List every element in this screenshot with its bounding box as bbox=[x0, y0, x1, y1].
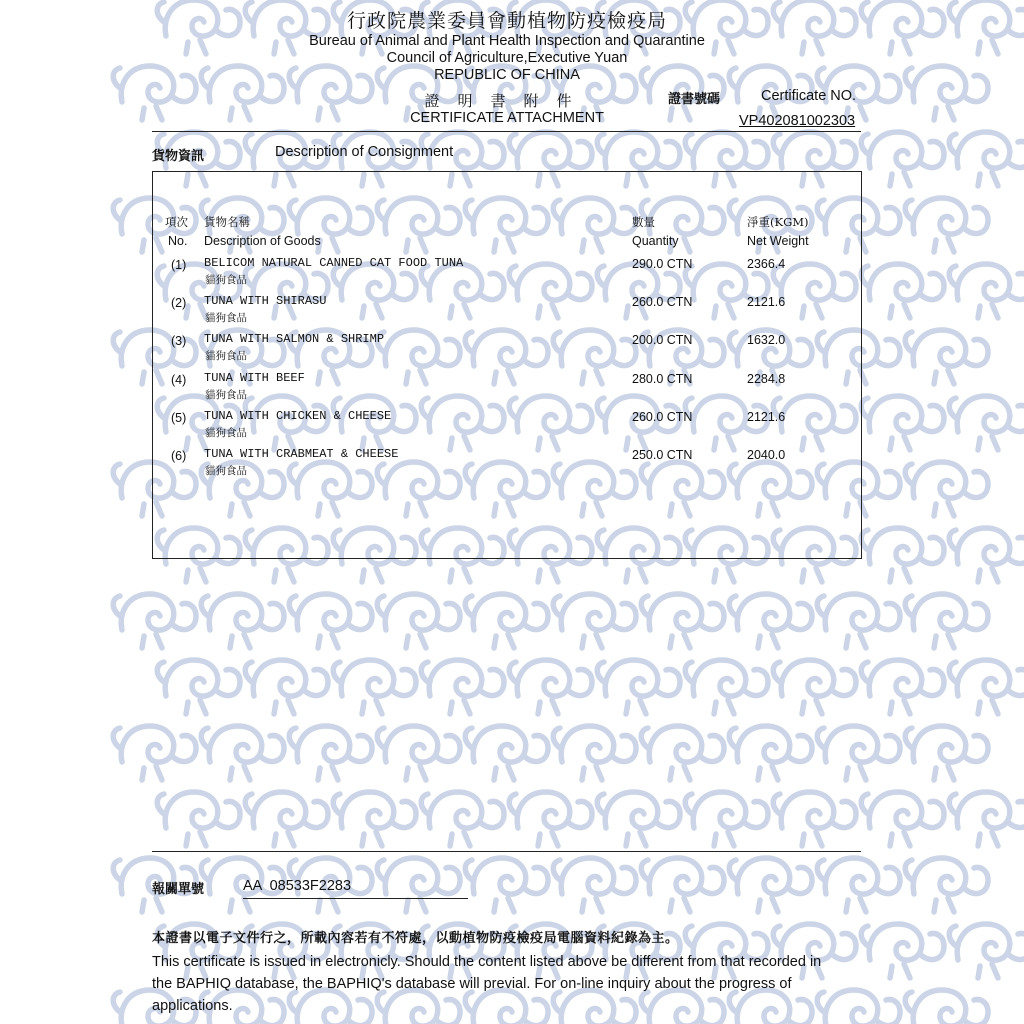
ram-horn-emblem-icon bbox=[465, 594, 548, 648]
row-quantity: 260.0 CTN bbox=[632, 295, 693, 309]
cert-no-label-zh: 證書號碼 bbox=[668, 92, 721, 107]
row-quantity: 280.0 CTN bbox=[632, 372, 693, 386]
col-no-zh: 項次 bbox=[165, 215, 188, 229]
ram-horn-emblem-icon bbox=[641, 726, 724, 780]
ram-horn-emblem-icon bbox=[817, 726, 900, 780]
row-no: (4) bbox=[171, 373, 187, 387]
ram-horn-emblem-icon bbox=[465, 726, 548, 780]
row-name-zh: 貓狗食品 bbox=[205, 427, 247, 439]
ram-horn-emblem-icon bbox=[949, 792, 1024, 846]
ram-horn-emblem-icon bbox=[157, 792, 240, 846]
ram-horn-emblem-icon bbox=[685, 660, 768, 714]
ram-horn-emblem-icon bbox=[905, 462, 988, 516]
row-name: TUNA WITH SHIRASU bbox=[204, 294, 327, 308]
declaration-no: AA 08533F2283 bbox=[243, 878, 352, 894]
table-row bbox=[153, 371, 861, 407]
ram-horn-emblem-icon bbox=[421, 792, 504, 846]
ram-horn-emblem-icon bbox=[553, 858, 636, 912]
col-desc-en: Description of Goods bbox=[204, 234, 321, 248]
ram-horn-emblem-icon bbox=[377, 858, 460, 912]
ram-horn-emblem-icon bbox=[157, 660, 240, 714]
ram-horn-emblem-icon bbox=[905, 726, 988, 780]
row-quantity: 200.0 CTN bbox=[632, 333, 693, 347]
row-name: TUNA WITH BEEF bbox=[204, 371, 305, 385]
ram-horn-emblem-icon bbox=[465, 990, 548, 1024]
row-quantity: 250.0 CTN bbox=[632, 448, 693, 462]
ram-horn-emblem-icon bbox=[377, 726, 460, 780]
row-net-weight: 2121.6 bbox=[747, 410, 786, 424]
agency-title-zh: 行政院農業委員會動植物防疫檢疫局 bbox=[346, 10, 667, 32]
ram-horn-emblem-icon bbox=[773, 792, 856, 846]
consignment-table bbox=[152, 171, 862, 559]
notice-zh: 本證書以電子文件行之，所載內容若有不符處，以動植物防疫檢疫局電腦資料紀錄為主。 bbox=[152, 931, 679, 946]
row-net-weight: 2284.8 bbox=[747, 372, 786, 386]
row-name-zh: 貓狗食品 bbox=[205, 465, 247, 477]
ram-horn-emblem-icon bbox=[861, 792, 944, 846]
row-no: (1) bbox=[171, 258, 187, 272]
ram-horn-emblem-icon bbox=[817, 858, 900, 912]
ram-horn-emblem-icon bbox=[729, 726, 812, 780]
table-row bbox=[153, 409, 861, 445]
ram-horn-emblem-icon bbox=[729, 594, 812, 648]
ram-horn-emblem-icon bbox=[949, 132, 1024, 186]
ram-horn-emblem-icon bbox=[333, 660, 416, 714]
ram-horn-emblem-icon bbox=[861, 396, 944, 450]
ram-horn-emblem-icon bbox=[509, 792, 592, 846]
ram-horn-emblem-icon bbox=[641, 594, 724, 648]
doc-title-zh: 證明書附件 bbox=[424, 92, 590, 110]
table-row bbox=[153, 256, 861, 292]
ram-horn-emblem-icon bbox=[861, 660, 944, 714]
row-name-zh: 貓狗食品 bbox=[205, 350, 247, 362]
col-weight-zh: 淨重(KGM) bbox=[747, 215, 809, 229]
ram-horn-emblem-icon bbox=[685, 792, 768, 846]
row-name-zh: 貓狗食品 bbox=[205, 274, 247, 286]
col-desc-zh: 貨物名稱 bbox=[204, 215, 250, 229]
header-divider bbox=[152, 131, 861, 132]
ram-horn-emblem-icon bbox=[641, 990, 724, 1024]
declaration-label-zh: 報關單號 bbox=[152, 882, 205, 897]
ram-horn-emblem-icon bbox=[289, 726, 372, 780]
ram-horn-emblem-icon bbox=[289, 990, 372, 1024]
ram-horn-emblem-icon bbox=[553, 594, 636, 648]
country-title-en: REPUBLIC OF CHINA bbox=[434, 67, 580, 83]
ram-horn-emblem-icon bbox=[201, 594, 284, 648]
col-qty-zh: 數量 bbox=[632, 215, 655, 229]
notice-en-line1: This certificate is issued in electronicly. Should the content listed above be different from that recorded in bbox=[152, 954, 822, 970]
col-qty-en: Quantity bbox=[632, 234, 679, 248]
table-row bbox=[153, 332, 861, 368]
table-row bbox=[153, 294, 861, 330]
row-net-weight: 2121.6 bbox=[747, 295, 786, 309]
table-row bbox=[153, 447, 861, 483]
ram-horn-emblem-icon bbox=[465, 858, 548, 912]
ram-horn-emblem-icon bbox=[861, 924, 944, 978]
ram-horn-emblem-icon bbox=[377, 594, 460, 648]
ram-horn-emblem-icon bbox=[553, 726, 636, 780]
col-no-en: No. bbox=[168, 234, 188, 248]
ram-horn-emblem-icon bbox=[509, 660, 592, 714]
row-quantity: 290.0 CTN bbox=[632, 257, 693, 271]
ram-horn-emblem-icon bbox=[729, 990, 812, 1024]
ram-horn-emblem-icon bbox=[201, 726, 284, 780]
ram-horn-emblem-icon bbox=[949, 924, 1024, 978]
ram-horn-emblem-icon bbox=[245, 792, 328, 846]
row-name: TUNA WITH CHICKEN & CHEESE bbox=[204, 409, 392, 423]
ram-horn-emblem-icon bbox=[377, 990, 460, 1024]
agency-title-en: Bureau of Animal and Plant Health Inspection and Quarantine bbox=[309, 33, 705, 49]
ram-horn-emblem-icon bbox=[597, 792, 680, 846]
ram-horn-emblem-icon bbox=[905, 990, 988, 1024]
ram-horn-emblem-icon bbox=[861, 132, 944, 186]
ram-horn-emblem-icon bbox=[817, 990, 900, 1024]
declaration-underline bbox=[243, 898, 468, 899]
ram-horn-emblem-icon bbox=[729, 858, 812, 912]
row-no: (5) bbox=[171, 411, 187, 425]
ram-horn-emblem-icon bbox=[597, 660, 680, 714]
consignment-label-en: Description of Consignment bbox=[275, 144, 454, 160]
cert-no-value: VP402081002303 bbox=[739, 113, 856, 129]
ram-horn-emblem-icon bbox=[553, 990, 636, 1024]
ram-horn-emblem-icon bbox=[949, 396, 1024, 450]
row-net-weight: 2040.0 bbox=[747, 448, 786, 462]
ram-horn-emblem-icon bbox=[861, 528, 944, 582]
row-net-weight: 1632.0 bbox=[747, 333, 786, 347]
ram-horn-emblem-icon bbox=[817, 594, 900, 648]
ram-horn-emblem-icon bbox=[949, 528, 1024, 582]
ram-horn-emblem-icon bbox=[905, 330, 988, 384]
row-name: BELICOM NATURAL CANNED CAT FOOD TUNA bbox=[204, 256, 464, 270]
ram-horn-emblem-icon bbox=[949, 660, 1024, 714]
notice-en-line3: applications. bbox=[152, 998, 233, 1014]
row-name: TUNA WITH CRABMEAT & CHEESE bbox=[204, 447, 399, 461]
ram-horn-emblem-icon bbox=[905, 594, 988, 648]
row-quantity: 260.0 CTN bbox=[632, 410, 693, 424]
ram-horn-emblem-icon bbox=[289, 594, 372, 648]
ram-horn-emblem-icon bbox=[641, 858, 724, 912]
consignment-label-zh: 貨物資訊 bbox=[152, 149, 205, 164]
ram-horn-emblem-icon bbox=[421, 660, 504, 714]
ram-horn-emblem-icon bbox=[949, 264, 1024, 318]
ram-horn-emblem-icon bbox=[861, 264, 944, 318]
row-name-zh: 貓狗食品 bbox=[205, 389, 247, 401]
ram-horn-emblem-icon bbox=[113, 594, 196, 648]
row-net-weight: 2366.4 bbox=[747, 257, 786, 271]
ram-horn-emblem-icon bbox=[773, 660, 856, 714]
row-no: (3) bbox=[171, 334, 187, 348]
row-name: TUNA WITH SALMON & SHRIMP bbox=[204, 332, 385, 346]
notice-en-line2: the BAPHIQ database, the BAPHIQ's database will previal. For on-line inquiry about the progress of bbox=[152, 976, 792, 992]
doc-title-en: CERTIFICATE ATTACHMENT bbox=[410, 110, 604, 126]
col-weight-en: Net Weight bbox=[747, 234, 809, 248]
ram-horn-emblem-icon bbox=[245, 660, 328, 714]
ram-horn-emblem-icon bbox=[113, 726, 196, 780]
footer-divider bbox=[152, 851, 861, 852]
row-no: (2) bbox=[171, 296, 187, 310]
ram-horn-emblem-icon bbox=[905, 198, 988, 252]
council-title-en: Council of Agriculture,Executive Yuan bbox=[386, 50, 628, 66]
row-name-zh: 貓狗食品 bbox=[205, 312, 247, 324]
ram-horn-emblem-icon bbox=[905, 858, 988, 912]
row-no: (6) bbox=[171, 449, 187, 463]
cert-no-label-en: Certificate NO. bbox=[761, 88, 857, 104]
ram-horn-emblem-icon bbox=[333, 792, 416, 846]
